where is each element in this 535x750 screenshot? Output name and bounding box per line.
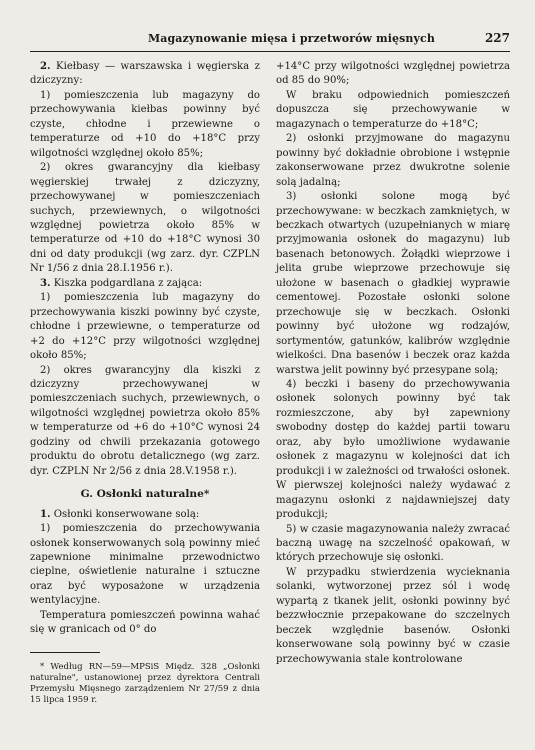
page-number: 227 xyxy=(484,31,510,45)
paragraph: +14°C przy wilgotności względnej powietrza od 85 do 90%; xyxy=(276,61,510,87)
footnote-rule xyxy=(30,652,100,653)
paragraph: Temperatura pomieszczeń powinna wahać się w granicach od 0° do xyxy=(30,609,260,636)
item-title: Kiszka podgardlana z zająca: xyxy=(50,277,203,289)
running-head: Magazynowanie mięsa i przetworów mięsnych xyxy=(148,32,435,45)
paragraph-heading xyxy=(30,277,260,291)
paragraph: 3) osłonki solone mogą być przechowywane: w beczkach zamkniętych, w beczkach otwartych (uzupełnianych w miarę przyjmowania osłonek do magazynu) lub basenach betonowych. Żołądki wieprzowe i jelita grube wieprzowe przechowuje się ułożone w basenach o gładkiej wyprawie cementowej. Pozostałe osłonki solone przechowuje się w beczkach. Osłonki powinny być ułożone wg rodzajów, sortymentów, gatunków, kalibrów względnie wielkości. Dna basenów i beczek oraz każda warstwa jelit powinny być przesypane solą; xyxy=(276,191,510,376)
item-number: 2. xyxy=(40,61,51,72)
paragraph: 2) okres gwarancyjny dla kiełbasy węgierskiej trwałej z dziczyzny, przechowywanej w pomieszczeniach suchych, przewiewnych, o wilgotności względnej powietrza około 85% w temperaturze od +10 do +18°C wynosi 30 dni od daty produkcji (wg zarz. dyr. CZPLN Nr 1/56 z dnia 28.I.1956 r.). xyxy=(30,162,260,275)
item-title: Kiełbasy — warszawska i węgierska z dziczyzny: xyxy=(30,61,260,87)
paragraph-heading xyxy=(30,60,260,89)
item-title: Osłonki konserwowane solą: xyxy=(50,508,200,520)
footnote: * Według RN—59—MPSiS Międz. 328 „Osłonki naturalne", ustanowionej przez dyrektora Centrali Przemysłu Mięsnego zarządzeniem Nr 27/59 z dnia 15 lipca 1959 r. xyxy=(30,661,260,705)
paragraph: 1) pomieszczenia lub magazyny do przechowywania kiszki powinny być czyste, chłodne i przewiewne, o temperaturze od +2 do +12°C przy wilgotności względnej około 85%; xyxy=(30,292,260,362)
paragraph: 1) pomieszczenia do przechowywania osłonek konserwowanych solą powinny mieć zapewnione minimalne przewodnictwo cieplne, oświetlenie naturalne i sztuczne oraz być wyposażone w urządzenia wentylacyjne. xyxy=(30,523,260,607)
item-number: 1. xyxy=(40,508,51,520)
paragraph: 2) okres gwarancyjny dla kiszki z dziczyzny przechowywanej w pomieszczeniach suchych, przewiewnych, o wilgotności względnej powietrza około 85% w temperaturze od +6 do +10°C wynosi 24 godziny od chwili przekazania gotowego produktu do obrotu detalicznego (wg zarz. dyr. CZPLN Nr 2/56 z dnia 28.V.1958 r.). xyxy=(30,364,260,477)
page-header xyxy=(30,30,510,52)
paragraph: 4) beczki i baseny do przechowywania osłonek solonych powinny być tak rozmieszczone, aby był zapewniony swobodny dostęp do każdej partii towaru oraz, aby było umożliwione wydawanie osłonek z magazynu w kolejności dat ich produkcji i w zależności od trwałości osłonek. W pierwszej kolejności należy wydawać z magazynu osłonki z najdawniejszej daty produkcji; xyxy=(276,378,510,521)
paragraph: 1) pomieszczenia lub magazyny do przechowywania kiełbas powinny być czyste, chłodne i przewiewne o temperaturze od +10 do +18°C przy wilgotności względnej około 85%; xyxy=(30,89,260,159)
paragraph: 2) osłonki przyjmowane do magazynu powinny być dokładnie obrobione i wstępnie zakonserwowane przez dwukrotne solenie solą jadalną; xyxy=(276,133,510,188)
section-title: G. Osłonki naturalne* xyxy=(80,488,210,501)
item-number: 3. xyxy=(40,277,51,289)
header-rule xyxy=(30,51,510,52)
left-column xyxy=(30,60,260,638)
paragraph: W przypadku stwierdzenia wycieknania solanki, wytworzonej przez sól i wodę wypartą z tkanek jelit, osłonki powinny być bezzwłocznie przepakowane do szczelnych beczek względnie basenów. Osłonki konserwowane solą powinny być w czasie przechowywania stale kontrolowane xyxy=(276,566,510,665)
right-column xyxy=(276,60,510,667)
paragraph-heading xyxy=(30,508,260,522)
footnote-area xyxy=(30,652,260,714)
paragraph: 5) w czasie magazynowania należy zwracać baczną uwagę na szczelność opakowań, w których przechowuje się osłonki. xyxy=(276,523,510,564)
paragraph: W braku odpowiednich pomieszczeń dopuszcza się przechowywanie w magazynach o temperaturze do +18°C; xyxy=(276,89,510,130)
